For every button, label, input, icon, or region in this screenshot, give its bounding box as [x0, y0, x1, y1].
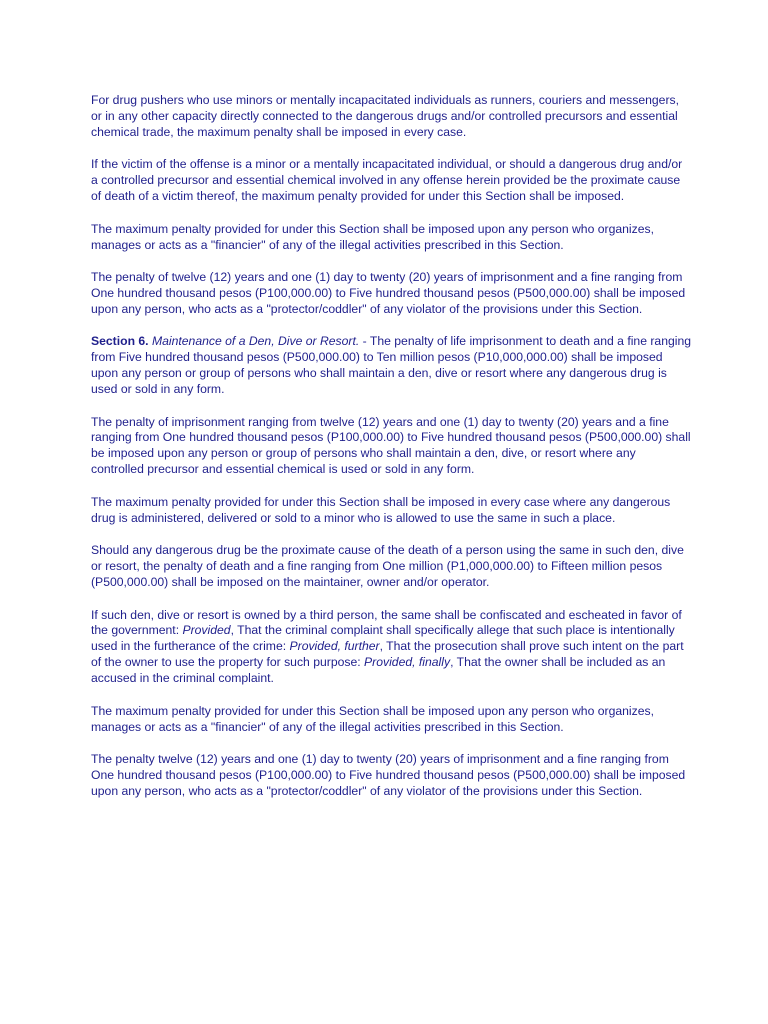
paragraph-minors-as-runners: For drug pushers who use minors or mentally incapacitated individuals as runners, couriers and messengers, or in any other capacity directly connected to the dangerous drugs and/or controlled precursors and essential chemical trade, the maximum penalty shall be imposed in every case. — [91, 93, 679, 139]
third-person-text-4: , That the owner shall be included as an accused in the criminal complaint. — [91, 655, 666, 686]
paragraph-death-in-den: Should any dangerous drug be the proximate cause of the death of a person using the same in such den, dive or resort, the penalty of death and a fine ranging from One million (P1,000,000.00) to Fifteen million pesos (P500,000.00) shall be imposed on the maintainer, owner and/or operator. — [91, 543, 684, 589]
section-title: Maintenance of a Den, Dive or Resort. — [151, 334, 360, 349]
paragraph-controlled-precursor-den: The penalty of imprisonment ranging from twelve (12) years and one (1) day to twenty (20) years and a fine ranging from One hundred thousand pesos (P100,000.00) to Five hundred thousand pesos (P500,000.00) shall be imposed upon any person or group of persons who shall maintain a den, dive, or resort where any controlled precursor and essential chemical is used or sold in any form. — [91, 414, 691, 477]
third-person-text-1: If such den, dive or resort is owned by a third person, the same shall be confiscated and escheated in favor of the government: — [91, 607, 682, 638]
paragraph-financier-2: The maximum penalty provided for under this Section shall be imposed upon any person who organizes, manages or acts as a "financier" of any of the illegal activities prescribed in this Section. — [91, 703, 654, 734]
paragraph-protector-coddler: The penalty of twelve (12) years and one (1) day to twenty (20) years of imprisonment and a fine ranging from One hundred thousand pesos (P100,000.00) to Five hundred thousand pesos (P500,000.00) shall be imposed upon any person, who acts as a "protector/coddler" of any violator of the provisions under this Section. — [91, 270, 686, 316]
section-heading: Section 6. — [91, 334, 149, 349]
proviso-2: Provided, further — [289, 639, 380, 654]
paragraph-section-6 — [91, 334, 691, 398]
document-page — [91, 93, 691, 816]
paragraph-protector-coddler-2: The penalty twelve (12) years and one (1) day to twenty (20) years of imprisonment and a fine ranging from One hundred thousand pesos (P100,000.00) to Five hundred thousand pesos (P500,000.00) shall be imposed upon any person, who acts as a "protector/coddler" of any violator of the provisions under this Section. — [91, 752, 686, 798]
third-person-text-3: , That the prosecution shall prove such intent on the part of the owner to use the property for such purpose: — [91, 639, 684, 670]
paragraph-third-person-owner — [91, 608, 691, 688]
paragraph-victim-minor: If the victim of the offense is a minor or a mentally incapacitated individual, or should a dangerous drug and/or a controlled precursor and essential chemical involved in any offense herein provided be the proximate cause of death of a victim thereof, the maximum penalty provided for under this Section shall be imposed. — [91, 157, 683, 204]
third-person-text-2: , That the criminal complaint shall specifically allege that such place is intentionally used in the furtherance of the crime: — [91, 623, 675, 654]
section-body: - The penalty of life imprisonment to death and a fine ranging from Five hundred thousand pesos (P500,000.00) to Ten million pesos (P10,000,000.00) shall be imposed upon any person or group of persons who shall maintain a den, dive or resort where any dangerous drug is used or sold in any form. — [91, 334, 692, 397]
proviso-3: Provided, finally — [364, 655, 451, 670]
paragraph-sold-to-minor: The maximum penalty provided for under this Section shall be imposed in every case where any dangerous drug is administered, delivered or sold to a minor who is allowed to use the same in such a place. — [91, 494, 671, 525]
proviso-1: Provided — [182, 623, 231, 638]
paragraph-financier: The maximum penalty provided for under this Section shall be imposed upon any person who organizes, manages or acts as a "financier" of any of the illegal activities prescribed in this Section. — [91, 221, 654, 252]
